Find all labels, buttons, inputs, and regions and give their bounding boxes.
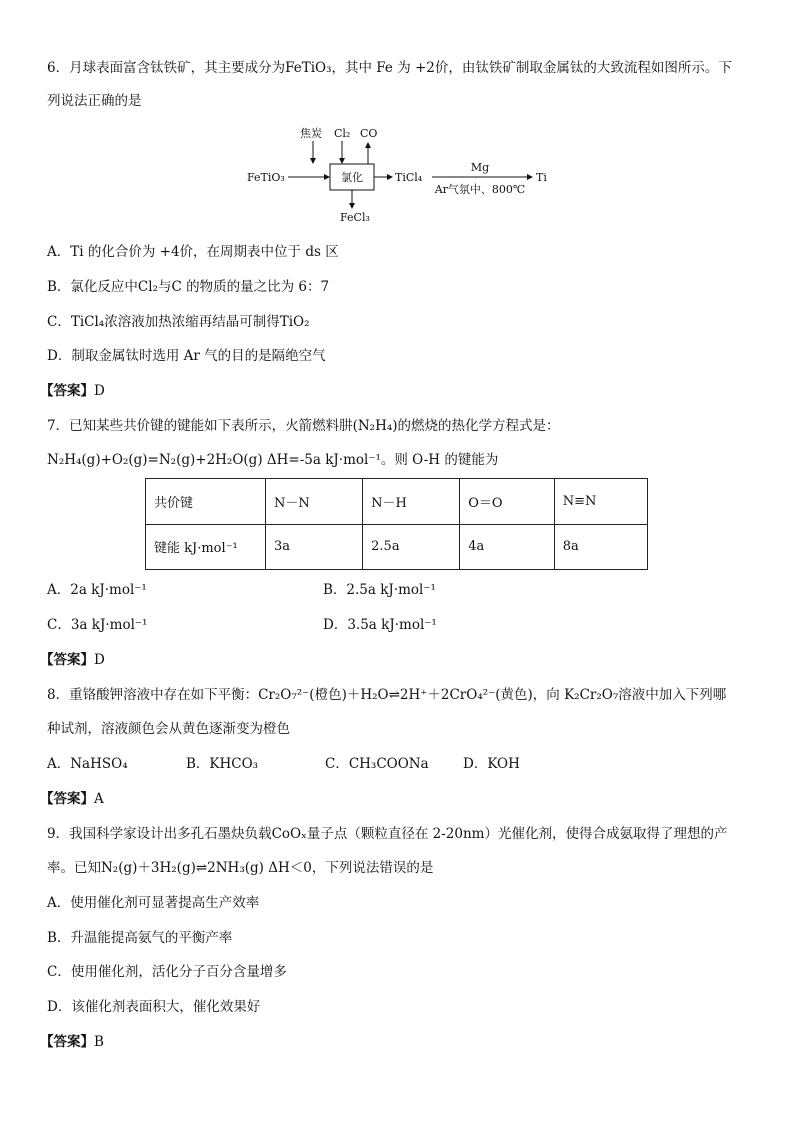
bond-energy-table [145, 478, 648, 570]
final-label: Ti [536, 171, 547, 184]
table-cell: O＝O [460, 479, 555, 525]
input-coke-label: 焦炭 [300, 127, 322, 140]
table-cell: 4a [460, 524, 555, 570]
output-co-label: CO [360, 127, 378, 140]
q8-option-d: D．KOH [463, 756, 520, 772]
q6-answer [40, 381, 105, 401]
q7-answer [40, 650, 105, 670]
q8-stem-line1: 8．重铬酸钾溶液中存在如下平衡：Cr₂O₇²⁻(橙色)＋H₂O⇌2H⁺＋2CrO₄²⁻(黄色)，向 K₂Cr₂O₇溶液中加入下列哪 [47, 687, 727, 703]
q8-stem-line2: 种试剂，溶液颜色会从黄色逐渐变为橙色 [47, 721, 290, 737]
answer-value: B [94, 1034, 104, 1050]
q8-option-c: C．CH₃COONa [325, 756, 429, 772]
q8-answer [40, 789, 104, 809]
box-label: 氯化 [341, 171, 363, 184]
table-cell: 2.5a [363, 524, 460, 570]
table-cell: N－H [363, 479, 460, 525]
q6-stem-line2: 列说法正确的是 [47, 93, 142, 109]
q6-option-d: D．制取金属钛时选用 Ar 气的目的是隔绝空气 [47, 348, 326, 364]
intermediate-label: TiCl₄ [395, 171, 423, 184]
q9-option-b: B．升温能提高氨气的平衡产率 [47, 930, 233, 946]
answer-label: 【答案】 [40, 383, 94, 399]
input-cl2-label: Cl₂ [334, 127, 351, 140]
q9-stem-line1: 9．我国科学家设计出多孔石墨炔负载CoOₓ量子点（颗粒直径在 2-20nm）光催化剂，使得合成氨取得了理想的产 [47, 826, 728, 842]
flow-diagram-svg [240, 124, 560, 228]
reactant-label: FeTiO₃ [247, 171, 285, 184]
q7-stem-line1: 7．已知某些共价键的键能如下表所示，火箭燃料肼(N₂H₄)的燃烧的热化学方程式是： [47, 418, 560, 434]
table-cell: 8a [554, 524, 647, 570]
answer-label: 【答案】 [40, 1034, 94, 1050]
q6-stem-line1: 6．月球表面富含钛铁矿，其主要成分为FeTiO₃，其中 Fe 为 +2价，由钛铁矿制取金属钛的大致流程如图所示。下 [47, 60, 732, 76]
q9-stem-line2: 率。已知N₂(g)＋3H₂(g)⇌2NH₃(g) ΔH＜0，下列说法错误的是 [47, 860, 434, 876]
condition-label: Ar气氛中、800℃ [434, 183, 526, 196]
answer-value: A [94, 791, 104, 807]
answer-label: 【答案】 [40, 791, 94, 807]
q6-option-c: C．TiCl₄浓溶液加热浓缩再结晶可制得TiO₂ [47, 314, 310, 330]
q8-option-b: B．KHCO₃ [186, 756, 259, 772]
q9-answer [40, 1032, 104, 1052]
reagent-label: Mg [470, 161, 490, 174]
q9-option-a: A．使用催化剂可显著提高生产效率 [47, 895, 260, 911]
q7-option-b: B．2.5a kJ·mol⁻¹ [323, 582, 436, 598]
table-cell: N－N [266, 479, 363, 525]
table-cell: N≡N [554, 479, 647, 525]
q7-option-a: A．2a kJ·mol⁻¹ [47, 582, 147, 598]
q6-option-a: A．Ti 的化合价为 +4价，在周期表中位于 ds 区 [47, 244, 339, 260]
answer-label: 【答案】 [40, 652, 94, 668]
byproduct-label: FeCl₃ [340, 211, 370, 224]
table-cell: 共价键 [146, 479, 266, 525]
table-cell: 键能 kJ·mol⁻¹ [146, 524, 266, 570]
table-cell: 3a [266, 524, 363, 570]
q8-option-a: A．NaHSO₄ [47, 756, 128, 772]
q6-flow-diagram [240, 124, 560, 228]
q7-option-d: D．3.5a kJ·mol⁻¹ [323, 617, 437, 633]
table-header-row [146, 479, 648, 525]
answer-value: D [94, 383, 105, 399]
q7-option-c: C．3a kJ·mol⁻¹ [47, 617, 148, 633]
table-row [146, 524, 648, 570]
q9-option-d: D．该催化剂表面积大，催化效果好 [47, 999, 261, 1015]
q6-option-b: B．氯化反应中Cl₂与C 的物质的量之比为 6：7 [47, 279, 330, 295]
answer-value: D [94, 652, 105, 668]
q7-stem-line2: N₂H₄(g)+O₂(g)=N₂(g)+2H₂O(g) ΔH=-5a kJ·mol⁻¹。则 O-H 的键能为 [47, 452, 499, 468]
q9-option-c: C．使用催化剂，活化分子百分含量增多 [47, 964, 287, 980]
